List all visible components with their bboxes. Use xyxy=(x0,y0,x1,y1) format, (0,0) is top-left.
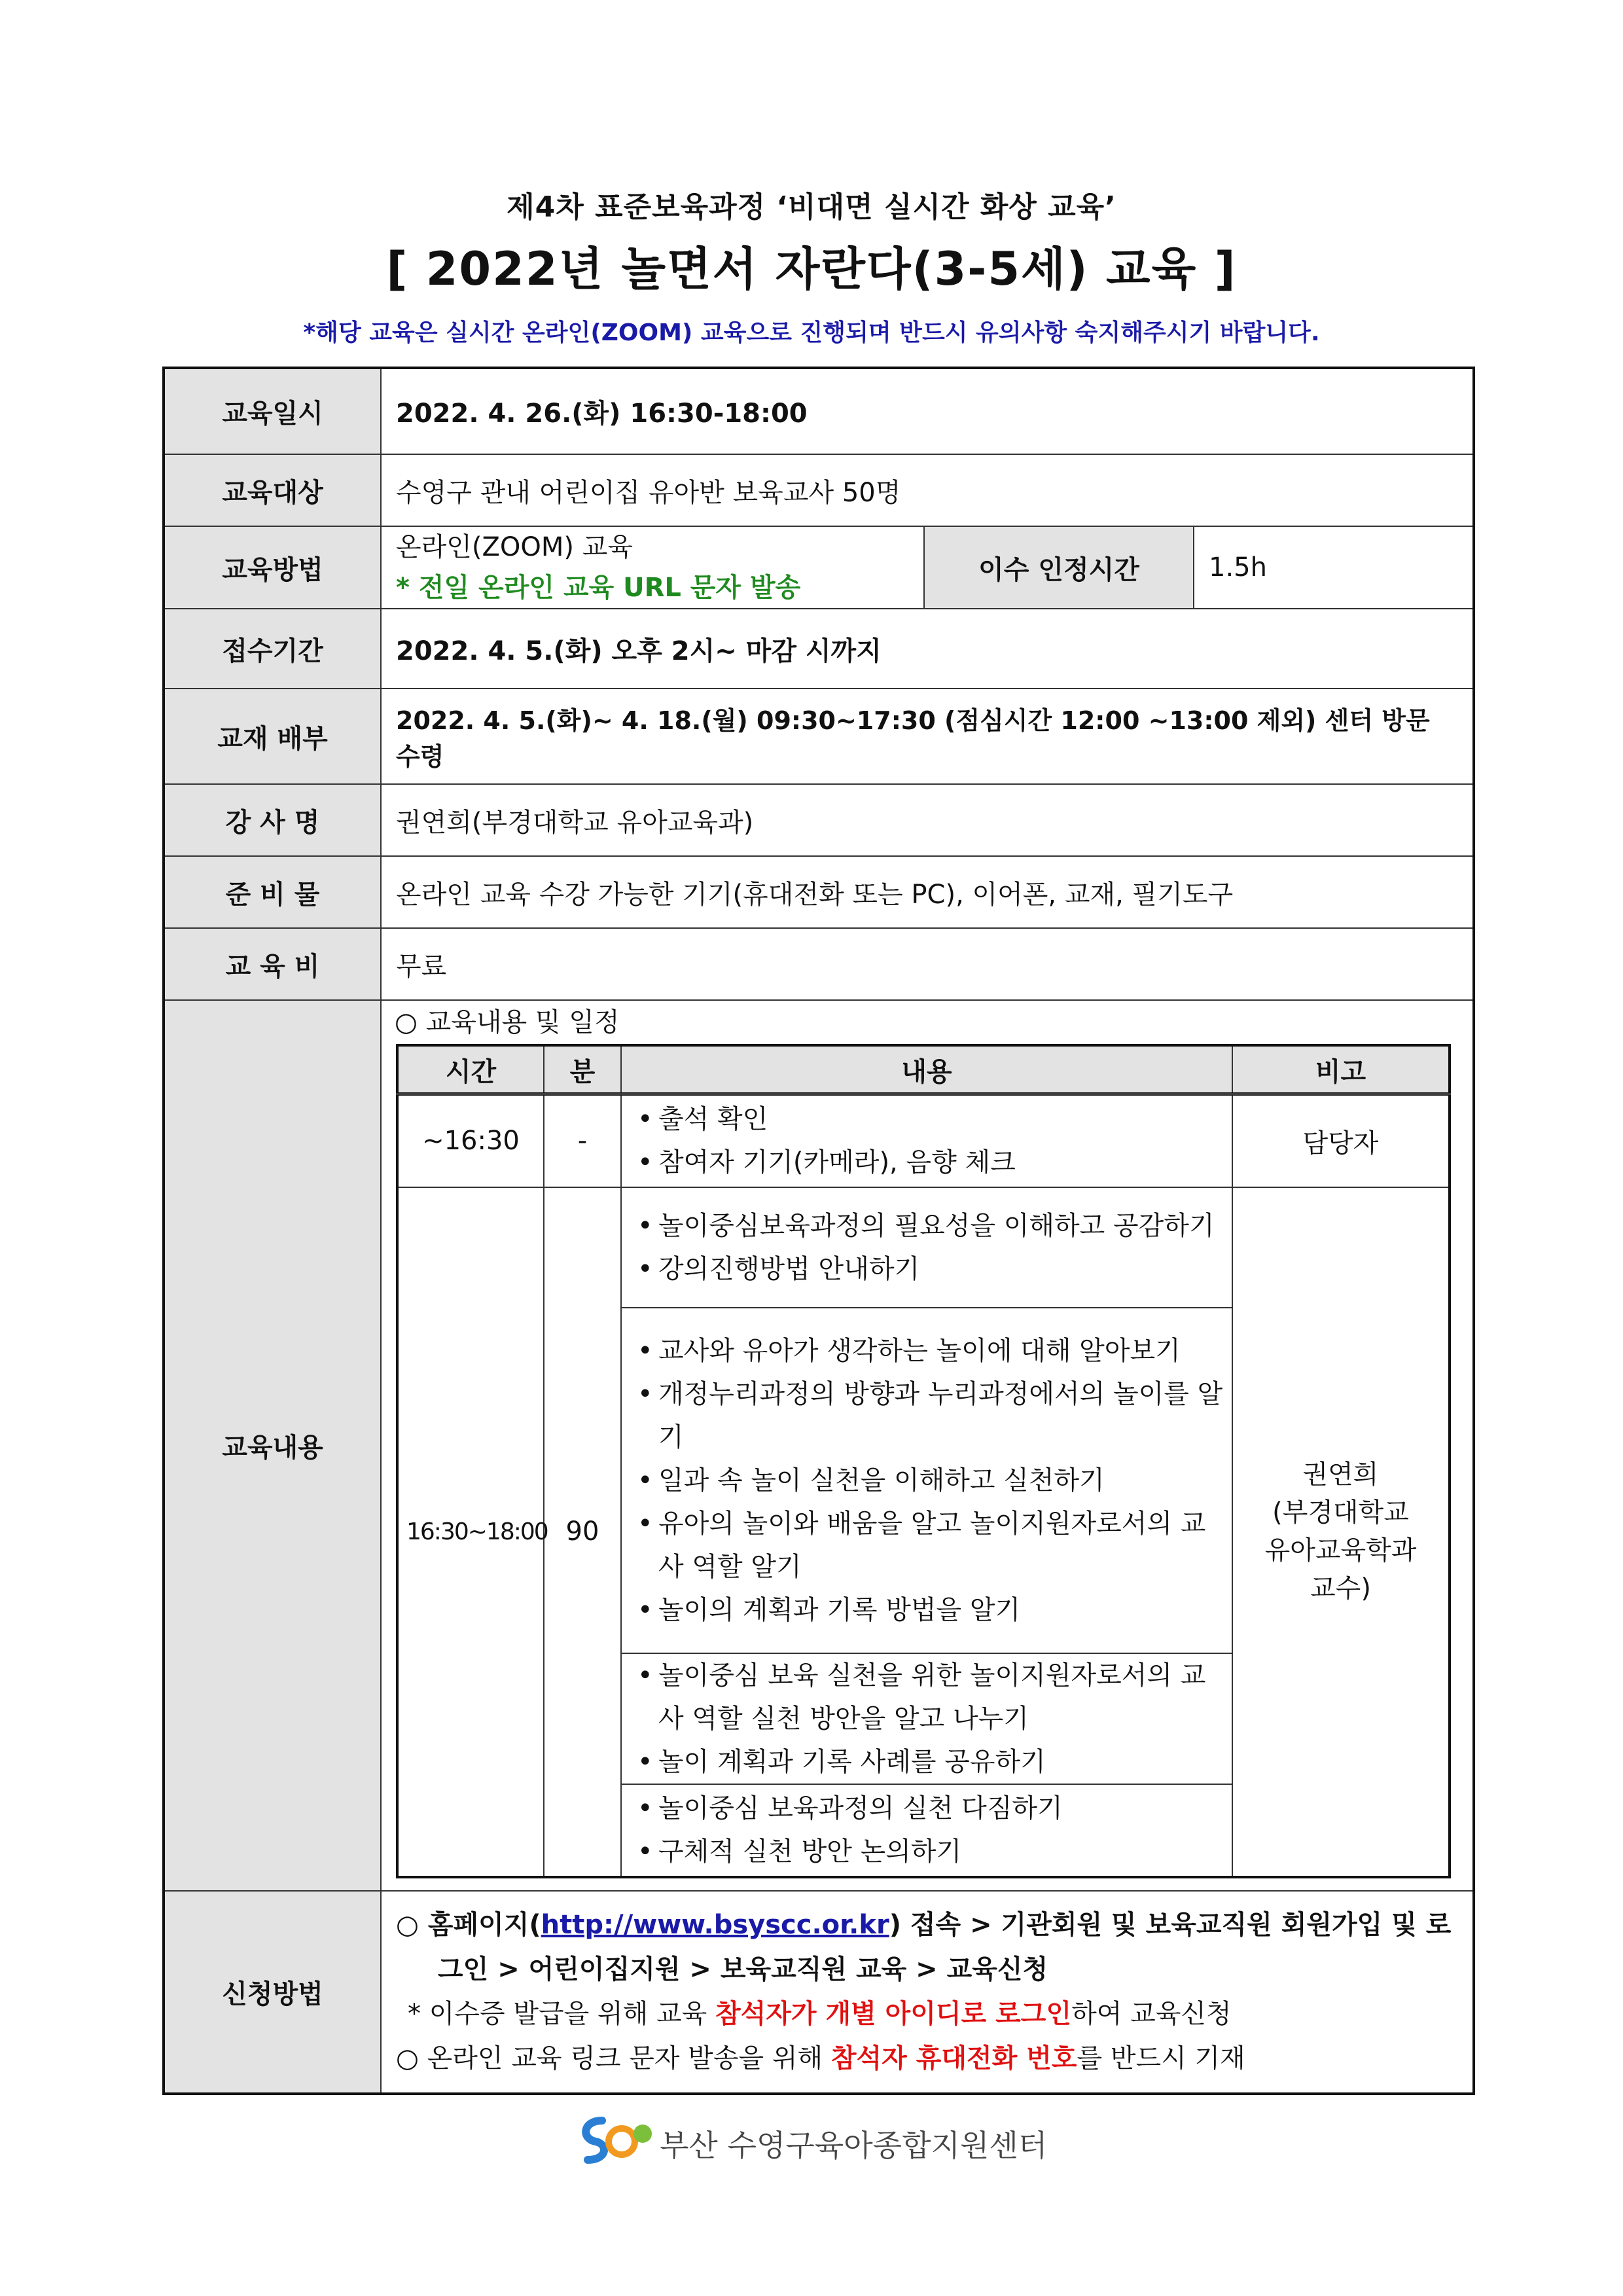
list-item: • 유아의 놀이와 배움을 알고 놀이지원자로서의 교사 역할 알기 xyxy=(630,1502,1224,1588)
row2-note-line4: 교수) xyxy=(1310,1573,1371,1604)
row2-min: 90 xyxy=(544,1187,621,1877)
apply-line2-start: * 이수증 발급을 위해 교육 xyxy=(408,1999,715,2029)
document-title: [ 2022년 놀면서 자란다(3-5세) 교육 ] xyxy=(386,242,1237,296)
prep-value: 온라인 교육 수강 가능한 기기(휴대전화 또는 PC), 이어폰, 교재, 필기도구 xyxy=(381,856,1474,928)
apply-line2 xyxy=(396,1992,1458,2036)
material-label: 교재 배부 xyxy=(164,689,381,784)
center-name: 부산 수영구육아종합지원센터 xyxy=(660,2128,1048,2163)
schedule-header-min: 분 xyxy=(544,1045,621,1094)
row2-block4 xyxy=(621,1784,1232,1877)
credit-label: 이수 인정시간 xyxy=(924,526,1194,609)
row1-min: - xyxy=(544,1094,621,1187)
notice-text: *해당 교육은 실시간 온라인(ZOOM) 교육으로 진행되며 반드시 유의사항 숙지해주시기 바랍니다. xyxy=(303,319,1320,346)
list-item: • 참여자 기기(카메라), 음향 체크 xyxy=(630,1141,1224,1184)
row1-content xyxy=(621,1094,1232,1187)
list-item: • 일과 속 놀이 실천을 이해하고 실천하기 xyxy=(630,1459,1224,1502)
list-item: • 개정누리과정의 방향과 누리과정에서의 놀이를 알기 xyxy=(630,1372,1224,1459)
row2-time: 16:30~18:00 xyxy=(397,1187,544,1877)
row1-note: 담당자 xyxy=(1232,1094,1450,1187)
apply-line3-end: 를 반드시 기재 xyxy=(1077,2043,1245,2073)
apply-line1-end: ) 접속 > 기관회원 및 보육교직원 회원가입 및 로그인 > 어린이집지원 > 보육교직원 교육 > 교육신청 xyxy=(438,1910,1452,1984)
date-label: 교육일시 xyxy=(164,368,381,454)
method-label: 교육방법 xyxy=(164,526,381,609)
list-item: • 놀이중심 보육 실천을 위한 놀이지원자로서의 교사 역할 실천 방안을 알고 나누기 xyxy=(630,1654,1224,1740)
reg-label: 접수기간 xyxy=(164,609,381,689)
list-item: • 놀이중심 보육과정의 실천 다짐하기 xyxy=(630,1787,1224,1830)
schedule-header-content: 내용 xyxy=(621,1045,1232,1094)
row2-block2 xyxy=(621,1308,1232,1653)
apply-cell xyxy=(381,1891,1474,2094)
row2-block1 xyxy=(621,1187,1232,1308)
schedule-table xyxy=(396,1044,1451,1878)
apply-line2-end: 하여 교육신청 xyxy=(1071,1999,1232,2029)
info-table xyxy=(162,367,1475,2095)
row2-note xyxy=(1232,1187,1450,1877)
schedule-header-time: 시간 xyxy=(397,1045,544,1094)
list-item: • 놀이 계획과 기록 사례를 공유하기 xyxy=(630,1740,1224,1784)
list-item: • 놀이중심보육과정의 필요성을 이해하고 공감하기 xyxy=(630,1204,1224,1247)
material-value: 2022. 4. 5.(화)~ 4. 18.(월) 09:30~17:30 (점심시간 12:00 ~13:00 제외) 센터 방문 수령 xyxy=(381,689,1474,784)
content-intro: ○ 교육내용 및 일정 xyxy=(395,1007,620,1037)
apply-line1-start: ○ 홈페이지( xyxy=(396,1910,541,1940)
list-item: • 교사와 유아가 생각하는 놀이에 대해 알아보기 xyxy=(630,1329,1224,1372)
method-cell xyxy=(381,526,924,609)
list-item: • 놀이의 계획과 기록 방법을 알기 xyxy=(630,1588,1224,1632)
credit-value: 1.5h xyxy=(1194,526,1474,609)
apply-label: 신청방법 xyxy=(164,1891,381,2094)
method-note: * 전일 온라인 교육 URL 문자 발송 xyxy=(396,573,801,603)
lecturer-label: 강 사 명 xyxy=(164,784,381,856)
content-label: 교육내용 xyxy=(164,1000,381,1891)
row2-note-line2: (부경대학교 xyxy=(1272,1498,1409,1528)
apply-line1 xyxy=(396,1903,1458,1992)
lecturer-value: 권연희(부경대학교 유아교육과) xyxy=(381,784,1474,856)
reg-value: 2022. 4. 5.(화) 오후 2시~ 마감 시까지 xyxy=(381,609,1474,689)
fee-label: 교 육 비 xyxy=(164,928,381,1000)
date-value: 2022. 4. 26.(화) 16:30-18:00 xyxy=(381,368,1474,454)
list-item: • 구체적 실천 방안 논의하기 xyxy=(630,1830,1224,1873)
prep-label: 준 비 물 xyxy=(164,856,381,928)
apply-line3-start: ○ 온라인 교육 링크 문자 발송을 위해 xyxy=(396,2043,831,2073)
apply-line2-highlight: 참석자가 개별 아이디로 로그인 xyxy=(715,1999,1072,2029)
schedule-header-note: 비고 xyxy=(1232,1045,1450,1094)
row1-time: ~16:30 xyxy=(397,1094,544,1187)
row2-note-line1: 권연희 xyxy=(1302,1460,1379,1490)
list-item: • 강의진행방법 안내하기 xyxy=(630,1247,1224,1291)
row2-block3 xyxy=(621,1653,1232,1784)
footer xyxy=(576,2114,1047,2166)
document-subtitle: 제4차 표준보육과정 ‘비대면 실시간 화상 교육’ xyxy=(507,190,1116,224)
method-value: 온라인(ZOOM) 교육 xyxy=(396,532,633,562)
apply-line3 xyxy=(396,2036,1458,2081)
target-label: 교육대상 xyxy=(164,454,381,526)
homepage-link[interactable]: http://www.bsyscc.or.kr xyxy=(541,1910,889,1940)
fee-value: 무료 xyxy=(381,928,1474,1000)
target-value: 수영구 관내 어린이집 유아반 보육교사 50명 xyxy=(381,454,1474,526)
list-item: • 출석 확인 xyxy=(630,1098,1224,1141)
center-logo-icon xyxy=(576,2114,654,2166)
apply-line3-highlight: 참석자 휴대전화 번호 xyxy=(830,2043,1077,2073)
content-cell xyxy=(381,1000,1474,1891)
row2-note-line3: 유아교육학과 xyxy=(1264,1535,1417,1566)
